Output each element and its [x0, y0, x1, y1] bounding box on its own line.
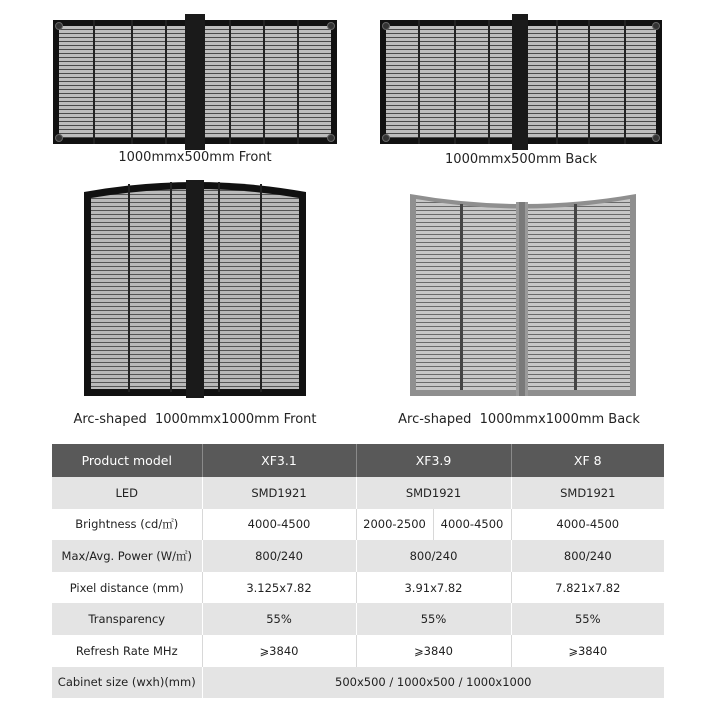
cell-value: 800/240	[511, 540, 664, 572]
row-label: Transparency	[52, 603, 202, 635]
row-label: Brightness (cd/㎡)	[75, 517, 179, 532]
figure-caption: Arc-shaped 1000mmx1000mm Front	[73, 412, 317, 427]
header-xf39: XF3.9	[356, 444, 511, 477]
cell-value: ⩾3840	[511, 635, 664, 667]
cell-value: 4000-4500	[433, 509, 511, 541]
row-label: Refresh Rate MHz	[75, 643, 178, 658]
flat-back-panel-image	[380, 20, 662, 144]
table-row	[52, 540, 664, 572]
row-label: Cabinet size (wxh)(mm)	[52, 667, 202, 699]
table-row	[52, 509, 664, 541]
table-row	[52, 667, 664, 699]
cell-value: 3.125x7.82	[202, 572, 356, 604]
cell-value: 3.91x7.82	[356, 572, 511, 604]
header-xf8: XF 8	[511, 444, 664, 477]
table-row	[52, 572, 664, 604]
header-xf31: XF3.1	[202, 444, 356, 477]
cell-value: 4000-4500	[202, 509, 356, 541]
cell-value: ⩾3840	[202, 635, 356, 667]
cell-value: SMD1921	[356, 477, 511, 509]
cell-value: 55%	[202, 603, 356, 635]
table-header-row	[52, 444, 664, 477]
cell-value: 800/240	[202, 540, 356, 572]
header-product-model: Product model	[52, 444, 202, 477]
cell-value: 500x500 / 1000x500 / 1000x1000	[202, 667, 664, 699]
table-row	[52, 603, 664, 635]
figure-caption: 1000mmx500mm Front	[118, 150, 272, 165]
flat-front-panel-image	[53, 20, 337, 144]
cell-value: 55%	[356, 603, 511, 635]
table-row	[52, 635, 664, 667]
cell-value: 7.821x7.82	[511, 572, 664, 604]
spec-table	[52, 444, 664, 698]
row-label: Pixel distance (mm)	[69, 580, 184, 595]
arc-back-panel-image	[408, 190, 638, 400]
cell-value: 2000-2500	[356, 509, 433, 541]
table-row	[52, 477, 664, 509]
row-label: LED	[52, 477, 202, 509]
figure-caption: Arc-shaped 1000mmx1000mm Back	[398, 412, 640, 427]
arc-front-panel-image	[82, 178, 308, 400]
cell-value: SMD1921	[511, 477, 664, 509]
cell-value: 4000-4500	[511, 509, 664, 541]
figure-caption: 1000mmx500mm Back	[445, 152, 597, 167]
cell-value: 55%	[511, 603, 664, 635]
cell-value: ⩾3840	[356, 635, 511, 667]
row-label: Max/Avg. Power (W/㎡)	[52, 540, 202, 572]
cell-value: 800/240	[356, 540, 511, 572]
cell-value: SMD1921	[202, 477, 356, 509]
